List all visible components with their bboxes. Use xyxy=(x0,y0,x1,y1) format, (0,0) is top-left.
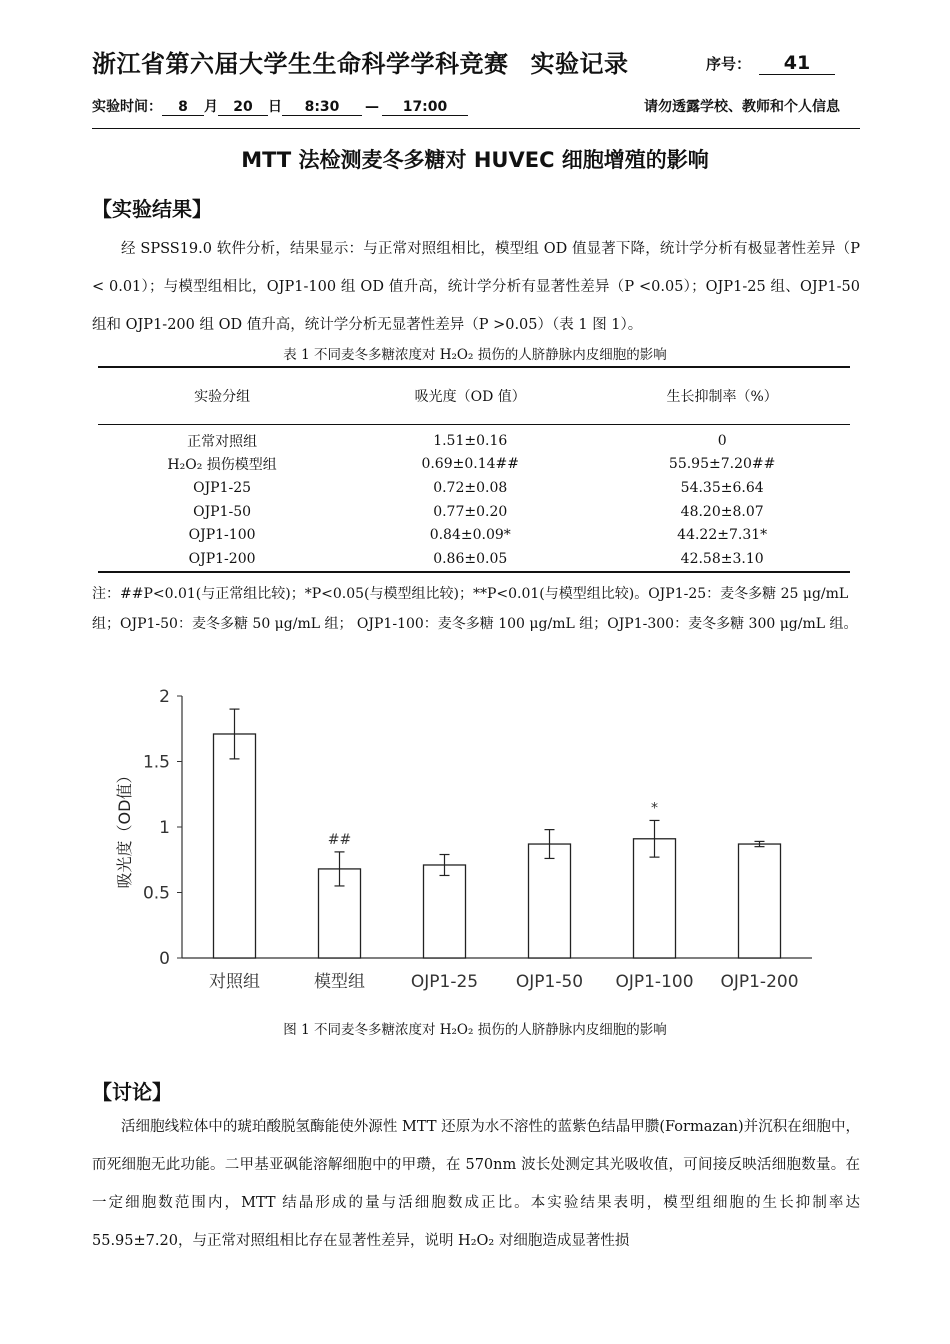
results-paragraph xyxy=(92,230,860,344)
y-tick-label: 1 xyxy=(159,818,170,838)
y-tick-label: 0.5 xyxy=(142,883,170,904)
discussion-heading: 【讨论】 xyxy=(92,1080,172,1104)
bar xyxy=(529,844,571,958)
time-label: 实验时间： xyxy=(92,99,162,115)
bar xyxy=(739,844,781,958)
cell-od: 0.72±0.08 xyxy=(433,479,508,496)
header-group: 实验分组 xyxy=(98,367,346,425)
y-axis-label: 吸光度（OD值） xyxy=(115,767,134,889)
significance-marker: ## xyxy=(327,831,352,848)
table-header-row xyxy=(98,367,850,425)
x-tick-label: 对照组 xyxy=(209,972,260,992)
y-tick-label: 2 xyxy=(159,687,170,707)
day-unit: 日 xyxy=(268,99,282,115)
competition-name: 浙江省第六届大学生生命科学学科竞赛 xyxy=(92,50,509,78)
header-divider xyxy=(92,128,860,129)
month-value: 8 xyxy=(162,99,204,116)
cell-group: OJP1-200 xyxy=(98,547,346,572)
cell-group: OJP1-50 xyxy=(193,503,252,520)
x-tick-label: OJP1-200 xyxy=(720,972,799,992)
cell-od: 1.51±0.16 xyxy=(433,432,508,449)
cell-od: 0.84±0.09* xyxy=(429,527,511,544)
bar xyxy=(424,865,466,958)
y-tick-label: 0 xyxy=(159,949,170,969)
table-row xyxy=(98,523,850,547)
seq-label: 序号： xyxy=(706,55,752,73)
discussion-paragraph xyxy=(92,1108,860,1260)
cell-inhibition: 54.35±6.64 xyxy=(680,479,764,496)
results-table xyxy=(98,366,850,573)
discussion-text: 活细胞线粒体中的琥珀酸脱氢酶能使外源性 MTT 还原为水不溶性的蓝紫色结晶甲臜(Formazan)并沉积在细胞中，而死细胞无此功能。二甲基亚砜能溶解细胞中的甲瓒，在 570nm 波长处测定其光吸收值，可间接反映活细胞数量。在一定细胞数范围内，MTT 结晶形成的量与活细胞数成正比。本实验结果表明，模型组细胞的生长抑制率达 55.95±7.20，与正常对照组相比存在显著性差异，说明 H₂O₂ 对细胞造成显著性损 xyxy=(92,1119,860,1249)
table-caption: 表 1 不同麦冬多糖浓度对 H₂O₂ 损伤的人脐静脉内皮细胞的影响 xyxy=(283,347,667,363)
bar xyxy=(214,734,256,958)
seq-value: 41 xyxy=(759,52,835,75)
record-label: 实验记录 xyxy=(530,50,629,78)
start-time: 8:30 xyxy=(282,99,362,116)
results-text: 经 SPSS19.0 软件分析，结果显示：与正常对照组相比，模型组 OD 值显著下降，统计学分析有极显著性差异（P < 0.01）；与模型组相比，OJP1-100 组 OD 值升高，统计学分析有显著性差异（P <0.05）；OJP1-25 组、OJP1-50 组和 OJP1-200 组 OD 值升高，统计学分析无显著性差异（P >0.05）（表 1 图 1）。 xyxy=(92,241,860,333)
cell-group: OJP1-100 xyxy=(188,527,256,544)
table-row xyxy=(98,425,850,453)
x-tick-label: OJP1-50 xyxy=(515,972,584,992)
y-tick-label: 1.5 xyxy=(142,752,170,773)
cell-inhibition: 48.20±8.07 xyxy=(680,503,764,520)
month-unit: 月 xyxy=(204,99,218,115)
sequence-number xyxy=(706,52,835,75)
x-tick-label: 模型组 xyxy=(314,972,365,992)
header-inhibition: 生长抑制率（%） xyxy=(594,367,850,425)
cell-inhibition: 42.58±3.10 xyxy=(594,547,850,572)
cell-inhibition: 0 xyxy=(717,432,727,449)
figure-caption: 图 1 不同麦冬多糖浓度对 H₂O₂ 损伤的人脐静脉内皮细胞的影响 xyxy=(283,1022,667,1038)
day-value: 20 xyxy=(218,99,268,116)
time-dash: — xyxy=(365,99,379,115)
cell-inhibition: 44.22±7.31* xyxy=(677,527,768,544)
header-od: 吸光度（OD 值） xyxy=(346,367,594,425)
cell-group: OJP1-25 xyxy=(193,479,252,496)
results-heading: 【实验结果】 xyxy=(92,197,212,221)
cell-od: 0.69±0.14## xyxy=(421,456,519,473)
experiment-time xyxy=(92,96,468,116)
table-note: 注：##P<0.01(与正常组比较)；*P<0.05(与模型组比较)；**P<0.01(与模型组比较)。OJP1-25：麦冬多糖 25 μg/mL 组；OJP1-50：麦冬多糖 50 μg/mL 组； OJP1-100：麦冬多糖 100 μg/mL 组；OJP1-300：麦冬多糖 300 μg/mL 组。 xyxy=(92,586,858,632)
x-tick-label: OJP1-100 xyxy=(615,972,694,992)
significance-marker: * xyxy=(651,800,658,817)
cell-inhibition: 55.95±7.20## xyxy=(668,456,776,473)
end-time: 17:00 xyxy=(382,99,468,116)
table-row xyxy=(98,476,850,500)
document-title: MTT 法检测麦冬多糖对 HUVEC 细胞增殖的影响 xyxy=(241,148,709,172)
table-row xyxy=(98,500,850,524)
cell-group: H₂O₂ 损伤模型组 xyxy=(167,457,277,474)
privacy-notice: 请勿透露学校、教师和个人信息 xyxy=(644,99,840,115)
od-bar-chart xyxy=(92,678,852,998)
cell-od: 0.86±0.05 xyxy=(346,547,594,572)
table-row xyxy=(98,453,850,477)
cell-group: 正常对照组 xyxy=(187,433,258,450)
table-row xyxy=(98,547,850,572)
cell-od: 0.77±0.20 xyxy=(433,503,508,520)
x-tick-label: OJP1-25 xyxy=(410,972,479,992)
competition-title xyxy=(92,44,629,79)
